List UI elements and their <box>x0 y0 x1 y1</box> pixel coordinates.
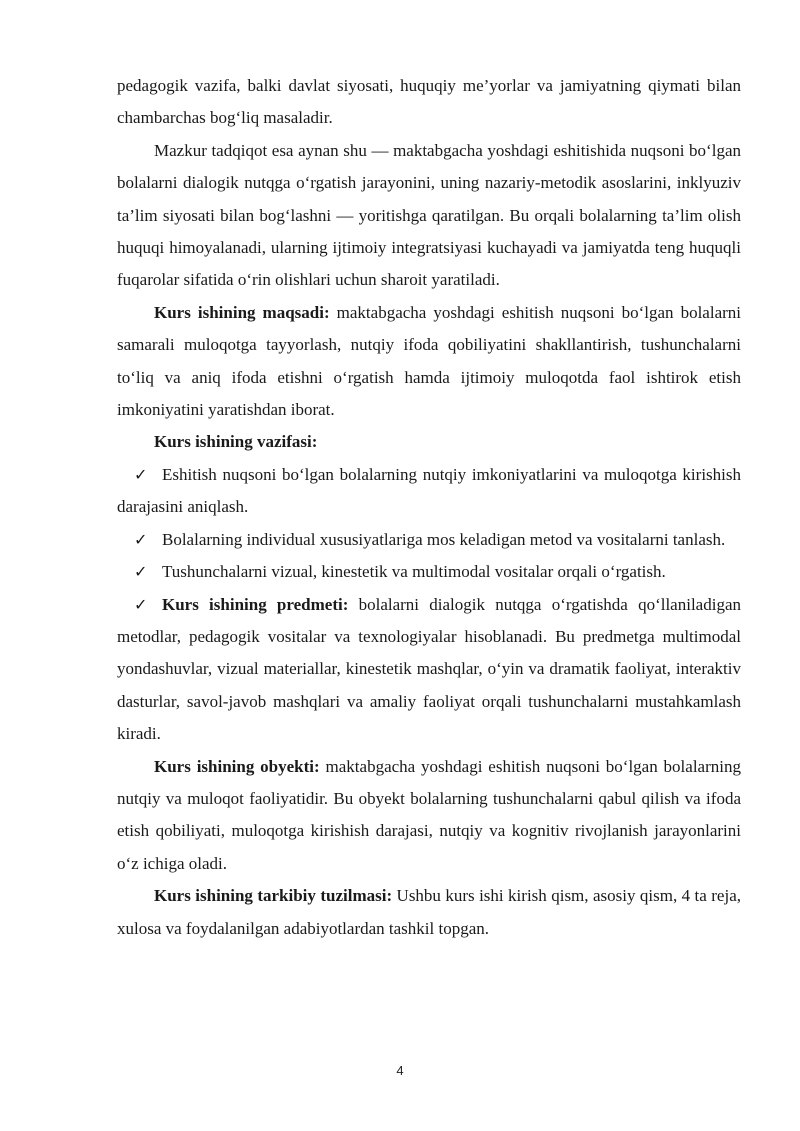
paragraph-research-scope: Mazkur tadqiqot esa aynan shu — maktabgacha yoshdagi eshitishida nuqsoni bo‘lgan bolalarni dialogik nutqga o‘rgatish jarayonini, uning nazariy-metodik asoslarini, inklyuziv ta’lim siyosati bilan bog‘lashni — yoritishga qaratilgan. Bu orqali bolalarning ta’lim olish huquqi himoyalanadi, ularning ijtimoiy integratsiyasi kuchayadi va jamiyatda teng huquqli fuqarolar sifatida o‘rin olishlari uchun sharoit yaratiladi. <box>117 140 741 290</box>
subject-text: bolalarni dialogik nutqga o‘rgatishda qo‘llaniladigan metodlar, pedagogik vositalar va texnologiyalar hisoblanadi. Bu predmetga multimodal yondashuvlar, vizual materiallar, kinestetik mashqlar, o‘yin va dramatik faoliyat, interaktiv dasturlar, savol-javob mashqlari va amaliy faoliyat orqali tushunchalarni mustahkamlash kiradi. <box>117 594 741 744</box>
goal-text: maktabgacha yoshdagi eshitish nuqsoni bo‘lgan bolalarni samarali muloqotga tayyorlash, nutqiy ifoda qobiliyatini shakllantirish, tushunchalarni to‘liq va aniq ifoda etishni o‘rgatish hamda ijtimoiy muloqotda faol ishtirok etish imkoniyatini yaratishdan iborat. <box>117 302 741 420</box>
checkmark-icon: ✓ <box>134 562 148 582</box>
paragraph-structure <box>117 880 741 945</box>
subject-label: Kurs ishining predmeti: <box>162 594 349 614</box>
task-item-3 <box>117 556 741 588</box>
paragraph-object <box>117 751 741 881</box>
task-item-1 <box>117 459 741 524</box>
paragraph-subject <box>117 589 741 751</box>
checkmark-icon: ✓ <box>134 529 148 549</box>
checkmark-icon: ✓ <box>134 464 148 484</box>
task-text: Tushunchalarni vizual, kinestetik va multimodal vositalar orqali o‘rgatish. <box>162 562 666 582</box>
object-text: maktabgacha yoshdagi eshitish nuqsoni bo‘lgan bolalarning nutqiy va muloqot faoliyatidir. Bu obyekt bolalarning tushunchalarni qabul qilish va ifoda etish qobiliyati, muloqotga kirishish darajasi, nutqiy va kognitiv rivojlanish jarayonlarini o‘z ichiga oladi. <box>117 756 741 873</box>
paragraph-intro-continuation: pedagogik vazifa, balki davlat siyosati, huquqiy me’yorlar va jamiyatning qiymati bilan chambarchas bog‘liq masaladir. <box>117 76 741 128</box>
structure-text: Ushbu kurs ishi kirish qism, asosiy qism, 4 ta reja, xulosa va foydalanilgan adabiyotlardan tashkil topgan. <box>117 886 741 938</box>
structure-label: Kurs ishining tarkibiy tuzilmasi: <box>154 886 393 906</box>
task-text: Eshitish nuqsoni bo‘lgan bolalarning nutqiy imkoniyatlarini va muloqotga kirishish darajasini aniqlash. <box>117 464 741 517</box>
object-label: Kurs ishining obyekti: <box>154 756 320 776</box>
page-number: 4 <box>396 1063 404 1078</box>
tasks-heading: Kurs ishining vazifasi: <box>154 432 318 452</box>
paragraph-goal <box>117 297 741 427</box>
checkmark-icon: ✓ <box>134 594 148 614</box>
task-item-2 <box>117 524 741 556</box>
task-text: Bolalarning individual xususiyatlariga mos keladigan metod va vositalarni tanlash. <box>162 529 726 549</box>
goal-label: Kurs ishining maqsadi: <box>154 302 330 322</box>
document-page <box>117 70 741 945</box>
